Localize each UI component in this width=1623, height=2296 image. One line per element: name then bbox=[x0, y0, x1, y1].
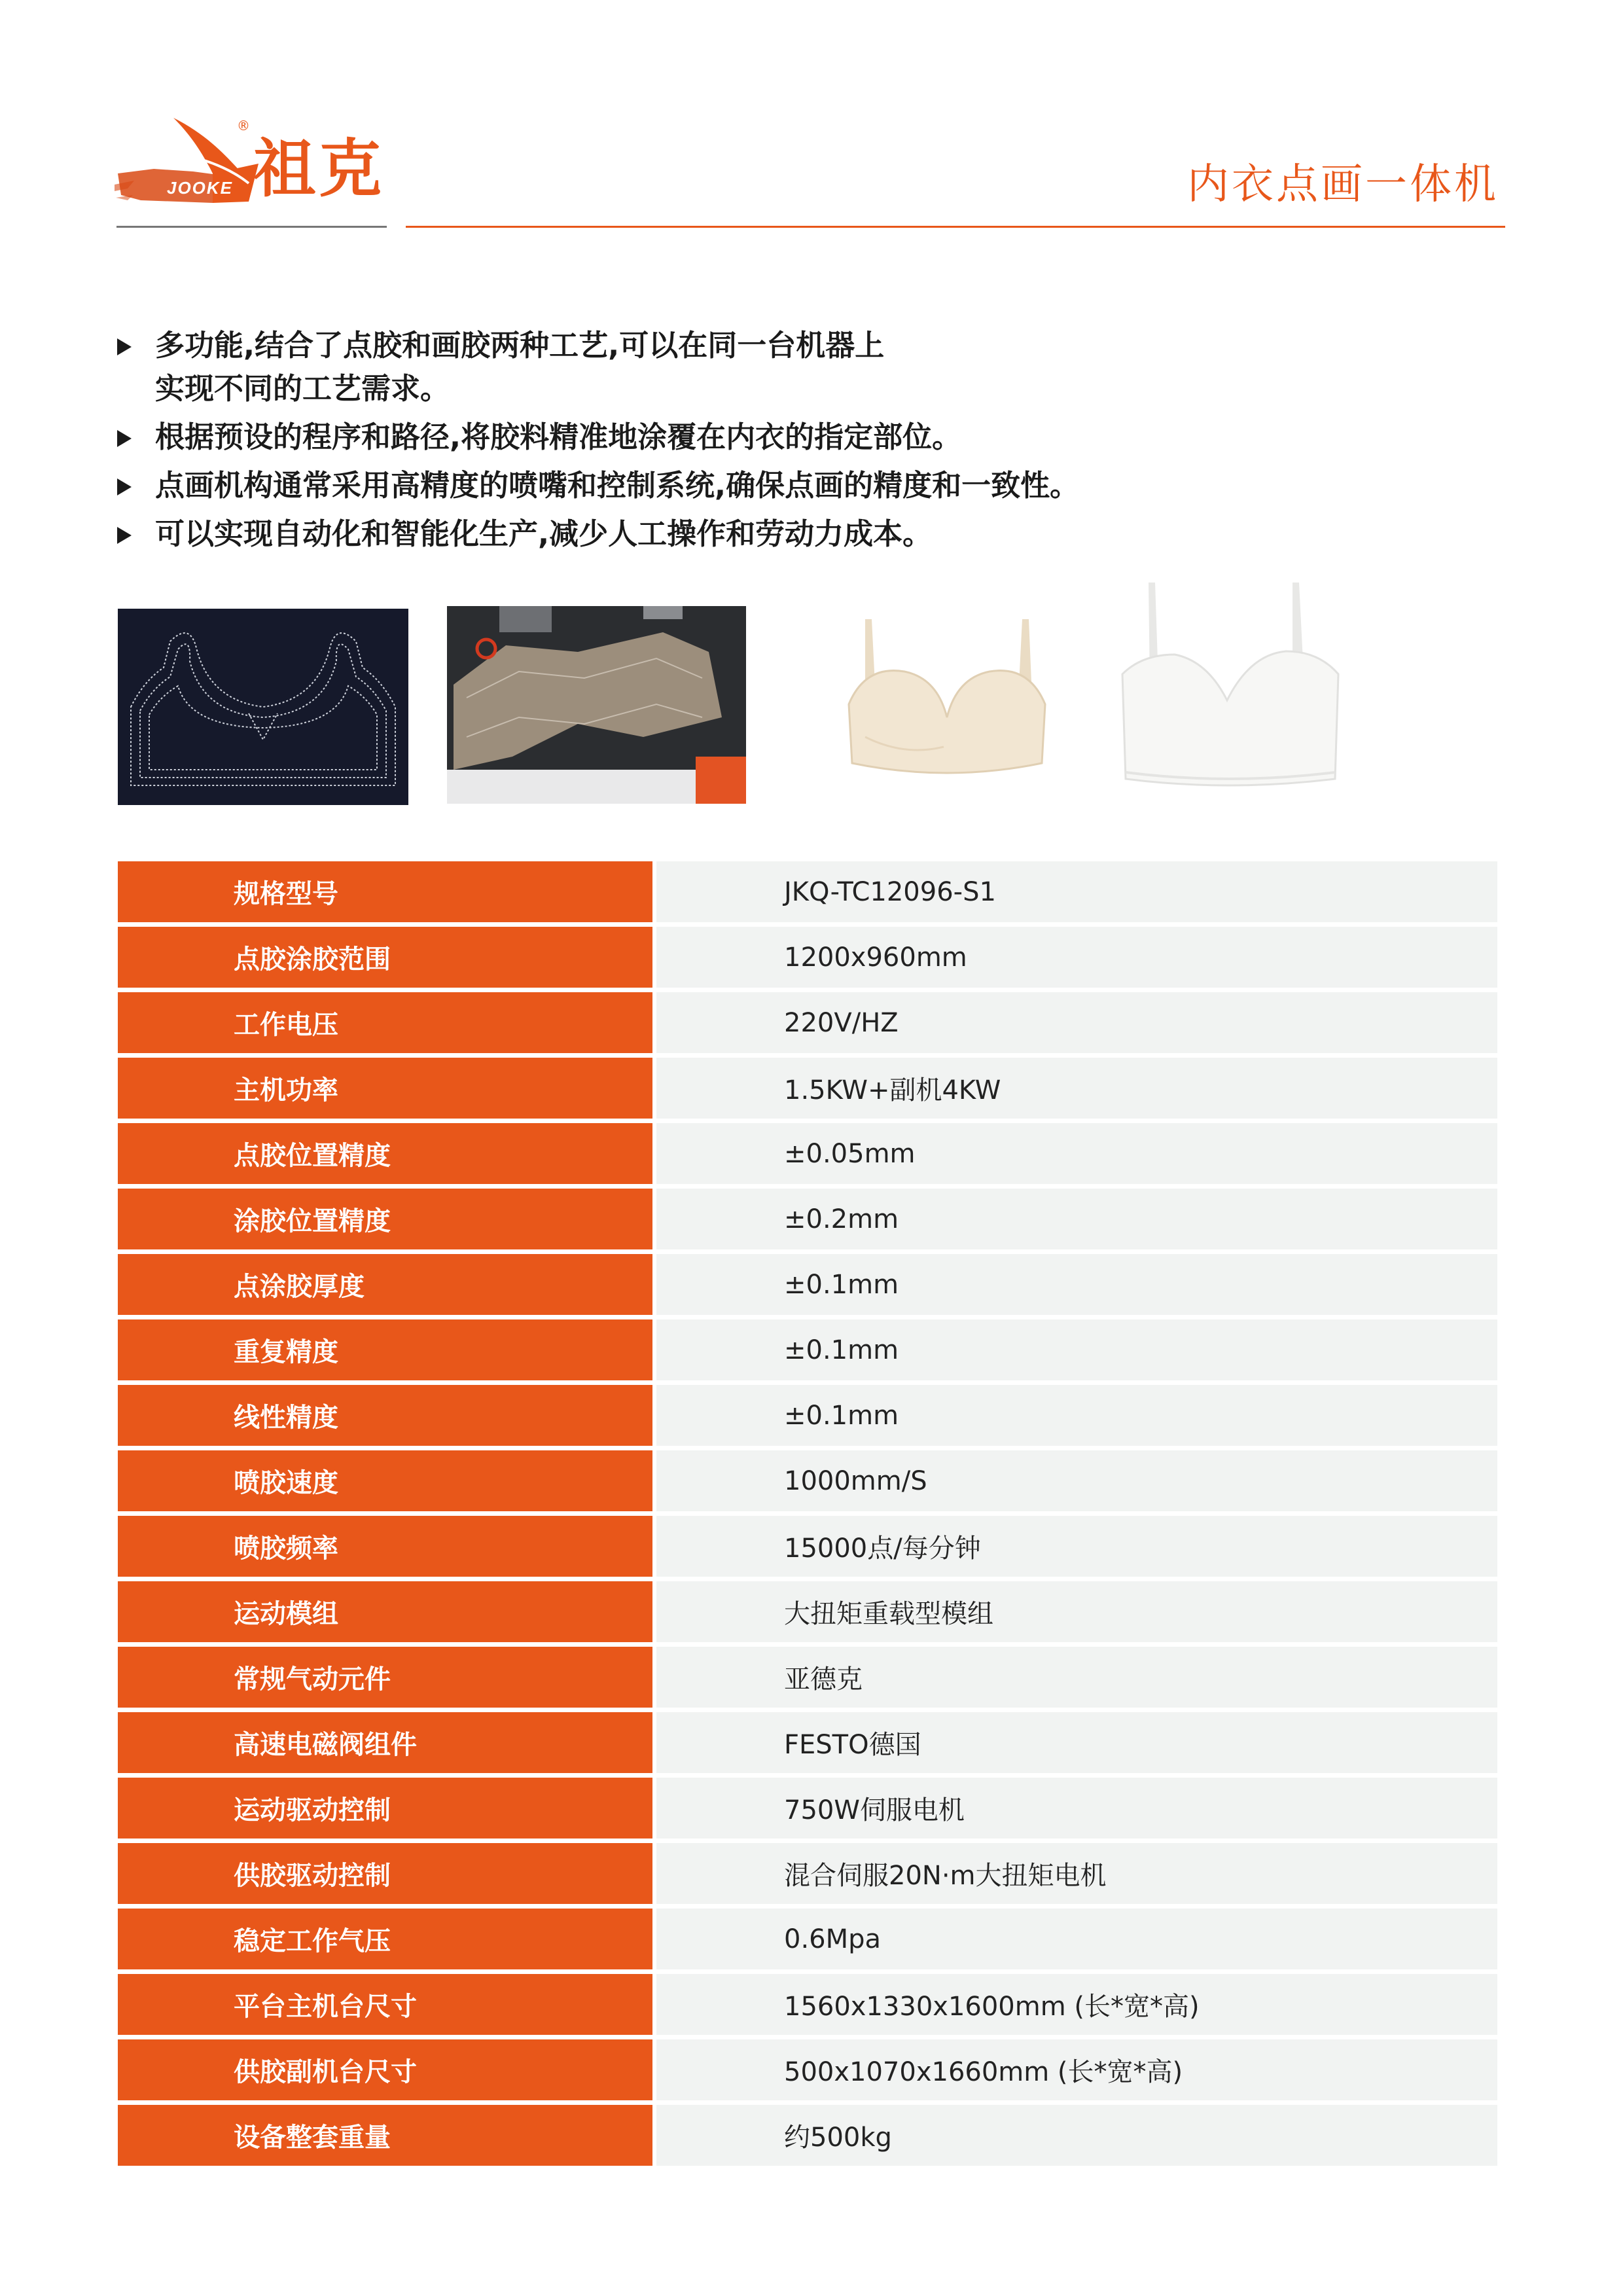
spec-label: 点胶涂胶范围 bbox=[118, 927, 652, 988]
spec-value: JKQ-TC12096-S1 bbox=[656, 861, 1497, 922]
spec-label: 涂胶位置精度 bbox=[118, 1189, 652, 1249]
white-bra-photo bbox=[1096, 576, 1358, 798]
feature-item: 根据预设的程序和路径,将胶料精准地涂覆在内衣的指定部位。 bbox=[115, 416, 1227, 459]
spec-row bbox=[118, 1647, 1497, 1708]
spec-row bbox=[118, 1319, 1497, 1380]
spec-row bbox=[118, 1843, 1497, 1904]
spec-label: 设备整套重量 bbox=[118, 2105, 652, 2166]
spec-label: 平台主机台尺寸 bbox=[118, 1974, 652, 2035]
feature-list bbox=[115, 324, 1227, 561]
spec-label: 点涂胶厚度 bbox=[118, 1254, 652, 1315]
spec-row bbox=[118, 1254, 1497, 1315]
spec-row bbox=[118, 1385, 1497, 1446]
spec-row bbox=[118, 1581, 1497, 1642]
spec-row bbox=[118, 1909, 1497, 1969]
beige-bra-photo bbox=[826, 606, 1068, 802]
logo-chinese-text: 祖克 bbox=[253, 132, 384, 206]
spec-value: 500x1070x1660mm (长*宽*高) bbox=[656, 2039, 1497, 2100]
spec-value: 大扭矩重载型模组 bbox=[656, 1581, 1497, 1642]
logo-english-text: JOOKE bbox=[167, 178, 234, 198]
spec-row bbox=[118, 1058, 1497, 1119]
brand-logo bbox=[115, 111, 396, 209]
spec-row bbox=[118, 2105, 1497, 2166]
spec-row bbox=[118, 1712, 1497, 1773]
spec-label: 运动驱动控制 bbox=[118, 1778, 652, 1839]
spec-row bbox=[118, 927, 1497, 988]
spec-label: 运动模组 bbox=[118, 1581, 652, 1642]
spec-label: 供胶驱动控制 bbox=[118, 1843, 652, 1904]
spec-label: 稳定工作气压 bbox=[118, 1909, 652, 1969]
bullet-triangle-icon bbox=[117, 430, 132, 447]
spec-label: 工作电压 bbox=[118, 992, 652, 1053]
spec-value: ±0.05mm bbox=[656, 1123, 1497, 1184]
page-title: 内衣点画一体机 bbox=[1187, 160, 1499, 209]
spec-table bbox=[118, 861, 1497, 2170]
bullet-triangle-icon bbox=[117, 527, 132, 544]
feature-item: 多功能,结合了点胶和画胶两种工艺,可以在同一台机器上 实现不同的工艺需求。 bbox=[115, 324, 1227, 410]
spec-label: 常规气动元件 bbox=[118, 1647, 652, 1708]
spec-value: 亚德克 bbox=[656, 1647, 1497, 1708]
registered-mark: ® bbox=[237, 118, 250, 134]
spec-value: 1560x1330x1600mm (长*宽*高) bbox=[656, 1974, 1497, 2035]
spec-value: 0.6Mpa bbox=[656, 1909, 1497, 1969]
spec-label: 重复精度 bbox=[118, 1319, 652, 1380]
spec-label: 供胶副机台尺寸 bbox=[118, 2039, 652, 2100]
spec-value: ±0.1mm bbox=[656, 1319, 1497, 1380]
spec-label: 高速电磁阀组件 bbox=[118, 1712, 652, 1773]
feature-item: 点画机构通常采用高精度的喷嘴和控制系统,确保点画的精度和一致性。 bbox=[115, 464, 1227, 507]
spec-label: 主机功率 bbox=[118, 1058, 652, 1119]
spec-row bbox=[118, 1123, 1497, 1184]
bullet-triangle-icon bbox=[117, 338, 132, 355]
spec-value: ±0.1mm bbox=[656, 1385, 1497, 1446]
spec-value: 约500kg bbox=[656, 2105, 1497, 2166]
spec-row bbox=[118, 1974, 1497, 2035]
spec-value: 1.5KW+副机4KW bbox=[656, 1058, 1497, 1119]
spec-value: 750W伺服电机 bbox=[656, 1778, 1497, 1839]
spec-row bbox=[118, 1778, 1497, 1839]
feature-item: 可以实现自动化和智能化生产,减少人工操作和劳动力成本。 bbox=[115, 512, 1227, 556]
spec-row bbox=[118, 1189, 1497, 1249]
spec-label: 线性精度 bbox=[118, 1385, 652, 1446]
glue-pattern-photo bbox=[118, 609, 408, 805]
bullet-triangle-icon bbox=[117, 478, 132, 495]
spec-label: 喷胶速度 bbox=[118, 1450, 652, 1511]
spec-value: ±0.1mm bbox=[656, 1254, 1497, 1315]
spec-row bbox=[118, 992, 1497, 1053]
spec-row bbox=[118, 1516, 1497, 1577]
spec-value: 220V/HZ bbox=[656, 992, 1497, 1053]
spec-label: 点胶位置精度 bbox=[118, 1123, 652, 1184]
spec-row bbox=[118, 2039, 1497, 2100]
spec-row bbox=[118, 861, 1497, 922]
spec-value: 15000点/每分钟 bbox=[656, 1516, 1497, 1577]
spec-value: ±0.2mm bbox=[656, 1189, 1497, 1249]
spec-value: 混合伺服20N·m大扭矩电机 bbox=[656, 1843, 1497, 1904]
spec-row bbox=[118, 1450, 1497, 1511]
spec-label: 规格型号 bbox=[118, 861, 652, 922]
machine-worktable-photo bbox=[447, 606, 746, 804]
spec-value: 1000mm/S bbox=[656, 1450, 1497, 1511]
spec-value: FESTO德国 bbox=[656, 1712, 1497, 1773]
header-divider-left bbox=[116, 226, 387, 228]
spec-label: 喷胶频率 bbox=[118, 1516, 652, 1577]
spec-value: 1200x960mm bbox=[656, 927, 1497, 988]
header-divider-right bbox=[406, 226, 1505, 228]
